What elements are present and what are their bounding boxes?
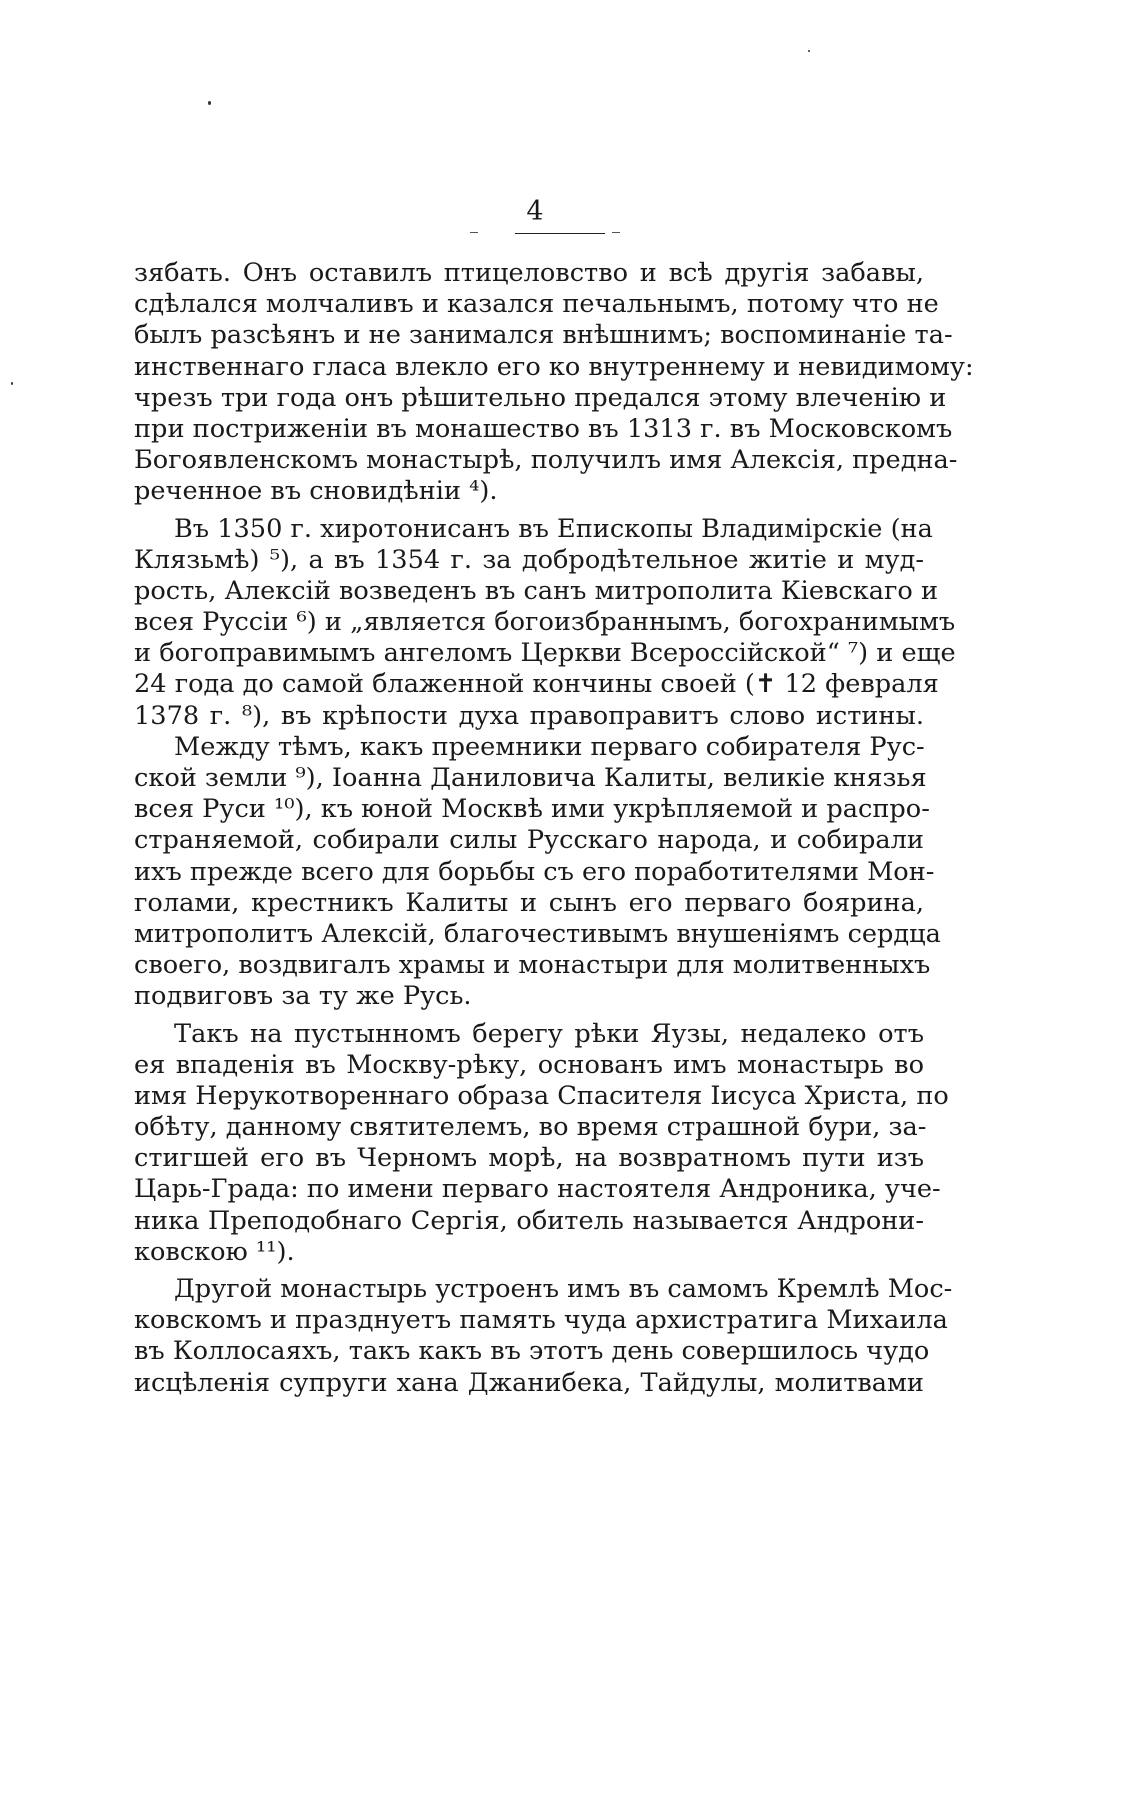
text-line: ея впаденія въ Москву-рѣку, основанъ имъ монастырь во xyxy=(134,1049,924,1080)
text-line: обѣту, данному святителемъ, во время страшной бури, за- xyxy=(134,1112,927,1143)
text-line: исцѣленія супруги хана Джанибека, Тайдулы, молитвами xyxy=(134,1367,924,1398)
text-line: 24 года до самой блаженной кончины своей (✝ 12 февраля xyxy=(134,669,939,700)
text-line: голами, крестникъ Калиты и сынъ его перваго боярина, xyxy=(134,887,924,918)
text-line: рость, Алексій возведенъ въ санъ митрополита Кіевскаго и xyxy=(134,575,939,606)
header-rule-dot xyxy=(612,232,620,233)
text-line: Другой монастырь устроенъ имъ въ самомъ Кремлѣ Мос- xyxy=(174,1274,953,1304)
paragraph xyxy=(134,1274,953,1399)
text-line: былъ разсѣянъ и не занимался внѣшнимъ; воспоминаніе та- xyxy=(134,320,953,351)
text-line: зябать. Онъ оставилъ птицеловство и всѣ другія забавы, xyxy=(134,258,924,288)
paragraph xyxy=(134,513,956,732)
text-line: Такъ на пустынномъ берегу рѣки Яузы, недалеко отъ xyxy=(174,1018,924,1049)
paragraph xyxy=(134,1018,949,1269)
text-line: въ Коллосаяхъ, такъ какъ въ этотъ день совершилось чудо xyxy=(134,1336,930,1367)
text-line: при постриженіи въ монашество въ 1313 г. въ Московскомъ xyxy=(134,413,953,444)
text-line: реченное въ сновидѣніи ⁴). xyxy=(134,476,498,507)
text-line: своего, воздвигалъ храмы и монастыри для молитвенныхъ xyxy=(134,950,931,981)
text-line: подвиговъ за ту же Русь. xyxy=(134,981,472,1012)
text-line: всея Руси ¹⁰), къ юной Москвѣ ими укрѣпляемой и распро- xyxy=(134,794,930,825)
text-line: Царь-Града: по имени перваго настоятеля Андроника, уче- xyxy=(134,1174,941,1205)
page-number: 4 xyxy=(526,196,544,227)
text-line: Клязьмѣ) ⁵), а въ 1354 г. за добродѣтельное житіе и муд- xyxy=(134,544,924,575)
body-text xyxy=(134,258,974,1399)
text-line: Въ 1350 г. хиротонисанъ въ Епископы Владимірскіе (на xyxy=(174,513,933,544)
header-rule-dot xyxy=(470,232,478,233)
text-line: страняемой, собирали силы Русскаго народа, и собирали xyxy=(134,825,924,856)
header-rule xyxy=(515,233,605,234)
text-line: Богоявленскомъ монастырѣ, получилъ имя Алексія, предна- xyxy=(134,445,958,476)
text-line: стигшей его въ Черномъ морѣ, на возвратномъ пути изъ xyxy=(134,1143,924,1174)
print-speck xyxy=(808,50,810,52)
text-line: ковскою ¹¹). xyxy=(134,1236,295,1267)
text-line: Между тѣмъ, какъ преемники перваго собирателя Рус- xyxy=(174,731,925,762)
text-line: и богоправимымъ ангеломъ Церкви Всероссійской“ ⁷) и еще xyxy=(134,638,956,669)
print-speck xyxy=(11,382,13,385)
text-line: митрополитъ Алексій, благочестивымъ внушеніямъ сердца xyxy=(134,918,941,949)
paragraph xyxy=(134,731,941,1013)
print-speck xyxy=(208,101,211,105)
text-line: чрезъ три года онъ рѣшительно предался этому влеченію и xyxy=(134,382,947,413)
paragraph xyxy=(134,258,974,508)
text-line: ника Преподобнаго Сергія, обитель называется Андрони- xyxy=(134,1205,924,1236)
text-line: ской земли ⁹), Іоанна Даниловича Калиты, великіе князья xyxy=(134,763,927,793)
text-line: инственнаго гласа влекло его ко внутреннему и невидимому: xyxy=(134,351,974,382)
text-line: всея Руссіи ⁶) и „является богоизбраннымъ, богохранимымъ xyxy=(134,607,956,638)
text-line: ковскомъ и празднуетъ память чуда архистратига Михаила xyxy=(134,1305,948,1336)
text-line: сдѣлался молчаливъ и казался печальнымъ, потому что не xyxy=(134,289,939,320)
text-line: 1378 г. ⁸), въ крѣпости духа правоправитъ слово истины. xyxy=(134,700,924,731)
text-line: ихъ прежде всего для борьбы съ его поработителями Мон- xyxy=(134,856,935,887)
text-line: имя Нерукотвореннаго образа Спасителя Іисуса Христа, по xyxy=(134,1080,949,1111)
